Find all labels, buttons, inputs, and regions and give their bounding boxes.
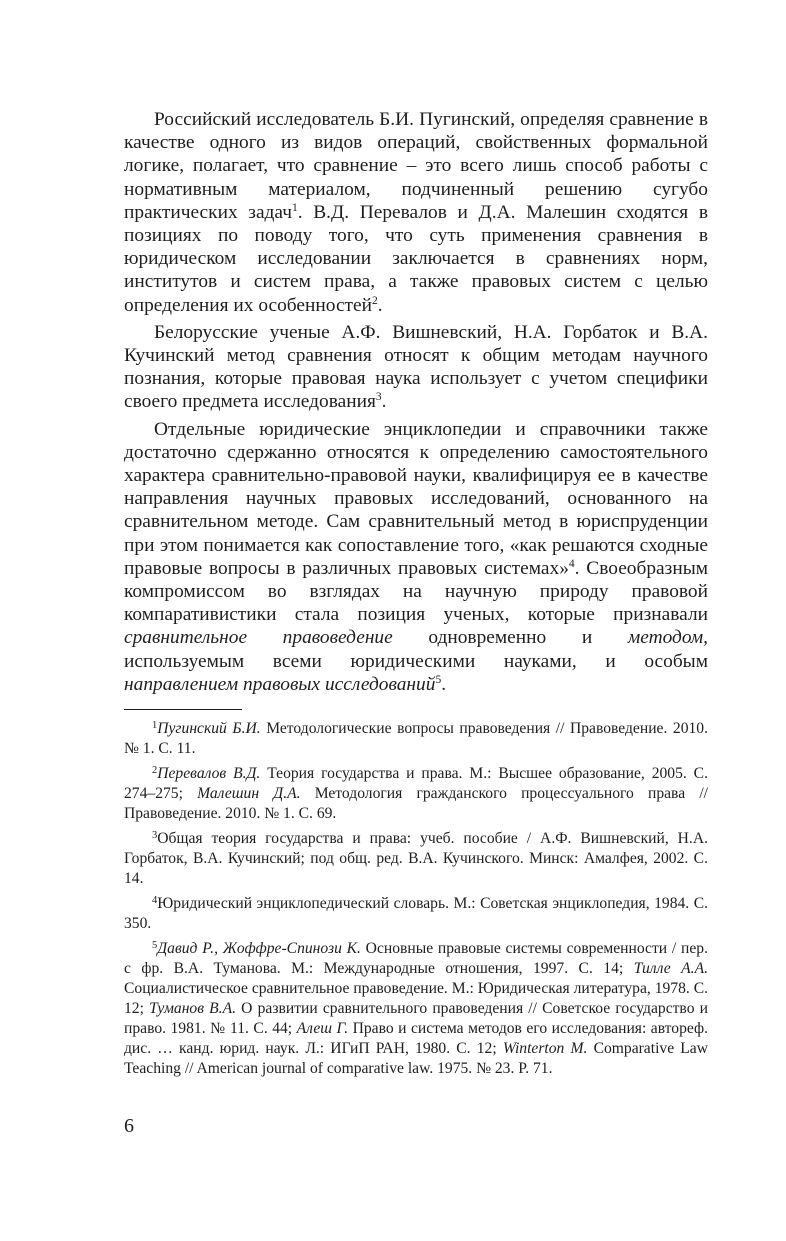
- footnote-marker: 1: [152, 720, 158, 732]
- footnote-marker: 4: [568, 557, 575, 570]
- emphasis-text: Алеш Г.: [296, 1020, 349, 1038]
- emphasis-text: Давид Р., Жоффре-Спинози К.: [157, 940, 361, 958]
- text-run: Российский исследователь Б.И. Пугинский, определяя сравнение в качестве одного из видов операций, свойственных формальной логике, полагает, что сравнение – это всего лишь способ работы с нормативным материалом, подчиненный решению сугубо практических задач: [124, 109, 708, 223]
- text-run: О развитии сравнительного правоведения // Советское государство и право. 1981. № 11. С. 44;: [124, 1000, 709, 1038]
- text-run: . Своеобразным компромиссом во взглядах на научную природу правовой компаративистики стала позиция ученых, которые признавали: [124, 557, 708, 626]
- text-run: .: [381, 391, 387, 413]
- text-run: Социалистическое сравнительное правоведение. М.: Юридическая литература, 1978. С. 12;: [124, 980, 708, 1018]
- emphasis-text: Тилле А.А.: [633, 960, 708, 978]
- emphasis-text: Туманов В.А.: [149, 1000, 237, 1018]
- emphasis-text: Малешин Д.А.: [197, 785, 301, 803]
- text-run: Методологические вопросы правоведения // Правоведение. 2010. № 1. С. 11.: [124, 720, 708, 758]
- text-run: Основные правовые системы современности / пер. с фр. В.А. Туманова. М.: Международные отношения, 1997. С. 14;: [124, 940, 708, 978]
- footnote-separator: [124, 709, 242, 710]
- footnote-marker: 5: [152, 940, 158, 952]
- text-run: Общая теория государства и права: учеб. пособие / А.Ф. Вишневский, Н.А. Горбаток, В.А. Кучинский; под общ. ред. В.А. Кучинского. Минск: Амалфея, 2002. С. 14.: [124, 830, 708, 888]
- text-run: используемым всеми юридическими науками, и особым: [124, 650, 708, 672]
- footnote-marker: 3: [152, 830, 158, 842]
- page-body: [124, 108, 708, 1084]
- footnote: [124, 764, 708, 824]
- footnote-marker: 2: [152, 765, 158, 777]
- emphasis-text: Перевалов В.Д.: [157, 765, 261, 783]
- text-run: Comparative Law Teaching // American journal of comparative law. 1975. № 23. P. 71.: [124, 1040, 708, 1078]
- footnote: [124, 829, 708, 889]
- text-run: Право и система методов его исследования: автореф. дис. … канд. юрид. наук. Л.: ИГиП РАН, 1980. С. 12;: [124, 1020, 708, 1058]
- footnote: [124, 894, 708, 934]
- text-run: Белорусские ученые А.Ф. Вишневский, Н.А. Горбаток и В.А. Кучинский метод сравнения относят к общим методам научного познания, которые правовая наука использует с учетом специфики своего предмета исследования: [124, 321, 708, 413]
- footnote-marker: 2: [372, 294, 378, 307]
- text-run: . В.Д. Перевалов и Д.А. Малешин сходятся в позициях по поводу того, что суть применения сравнения в юридическом исследовании заключается в сравнениях норм, институтов и систем права, а также правовых систем с целью определения их особенностей: [124, 201, 708, 316]
- page-number: 6: [124, 1115, 134, 1137]
- text-run: Отдельные юридические энциклопедии и справочники также достаточно сдержанно относятся к определению самостоятельного характера сравнительно-правовой науки, квалифицируя ее в качестве направления научных правовых исследований, основанного на сравнительном методе. Сам сравнительный метод в юриспруденции при этом понимается как сопоставление того, «как решаются сходные правовые вопросы в различных правовых системах»: [124, 418, 708, 579]
- text-run: одновременно и: [392, 627, 628, 649]
- footnote-marker: 4: [152, 895, 158, 907]
- text-run: .: [441, 673, 447, 695]
- emphasis-text: Winterton M.: [502, 1040, 588, 1058]
- body-paragraph: [124, 108, 708, 317]
- text-run: .: [377, 294, 383, 316]
- emphasis-text: направлением правовых исследований: [124, 673, 436, 695]
- emphasis-text: методом,: [627, 627, 708, 649]
- body-paragraph: [124, 321, 708, 414]
- text-run: Теория государства и права. М.: Высшее образование, 2005. С. 274–275;: [124, 765, 708, 803]
- footnote-marker: 5: [435, 673, 442, 686]
- text-run: Методология гражданского процессуального права // Правоведение. 2010. № 1. С. 69.: [124, 785, 708, 823]
- footnote-marker: 3: [375, 391, 382, 404]
- footnote: [124, 719, 708, 759]
- emphasis-text: сравнительное правоведение: [124, 627, 393, 649]
- emphasis-text: Пугинский Б.И.: [157, 720, 261, 738]
- footnote: [124, 939, 708, 1079]
- text-run: Юридический энциклопедический словарь. М.: Советская энциклопедия, 1984. С. 350.: [124, 895, 708, 933]
- footnote-marker: 1: [292, 201, 298, 214]
- body-paragraph: [124, 418, 708, 696]
